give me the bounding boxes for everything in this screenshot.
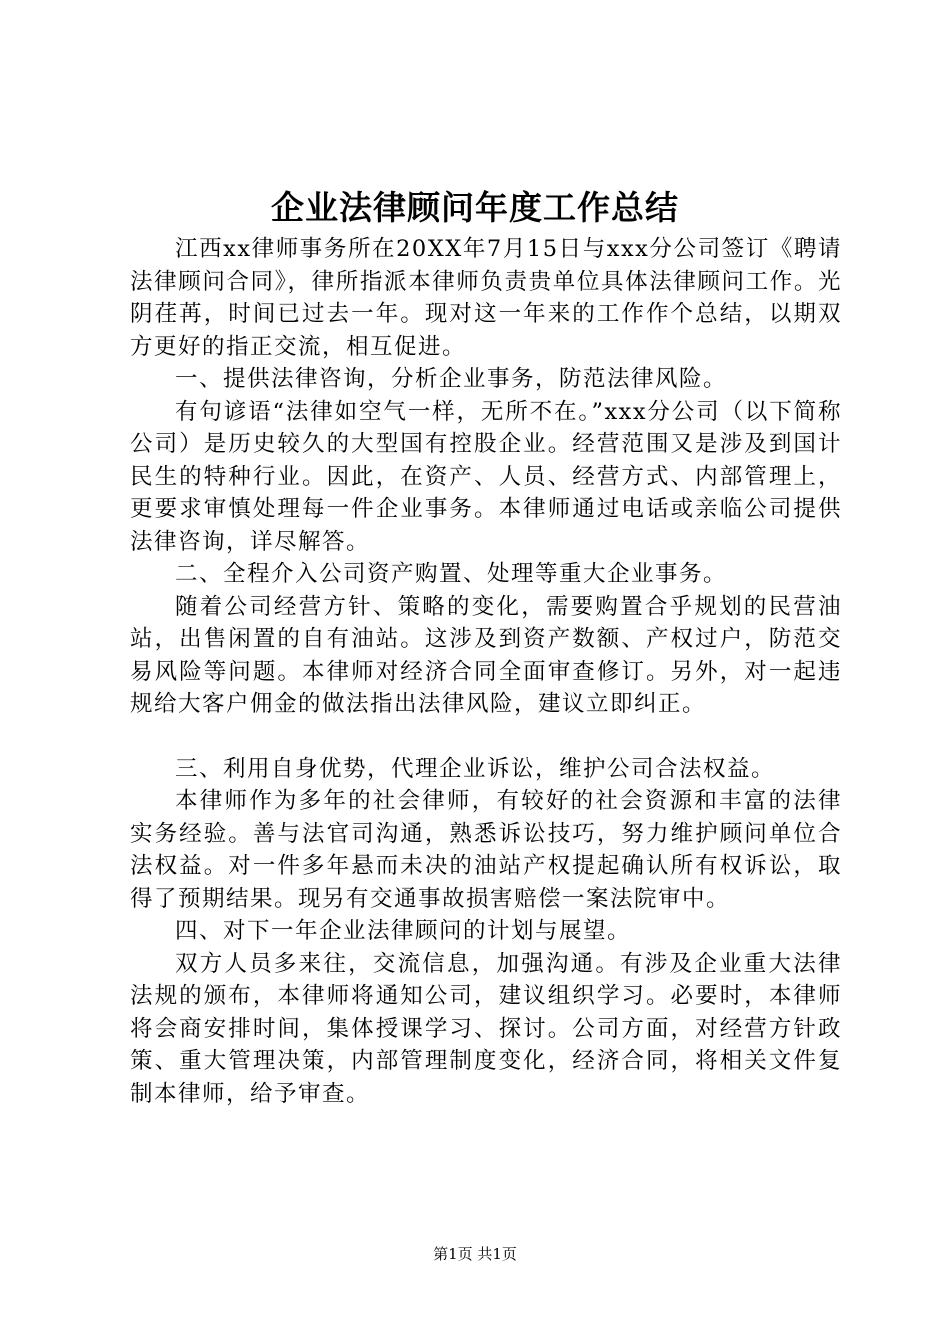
paragraph-section-4: 双方人员多来往，交流信息，加强沟通。有涉及企业重大法律法规的颁布，本律师将通知公司，建议组织学习。必要时，本律师将会商安排时间，集体授课学习、探讨。公司方面，对经营方针政策、重大管理决策，内部管理制度变化，经济合同，将相关文件复制本律师，给予审查。 — [130, 950, 842, 1107]
section-heading-1: 一、提供法律咨询，分析企业事务，防范法律风险。 — [175, 366, 728, 392]
section-heading-3: 三、利用自身优势，代理企业诉讼，维护公司合法权益。 — [175, 755, 776, 782]
paragraph-section-1: 有句谚语“法律如空气一样，无所不在。”xxx分公司（以下简称公司）是历史较久的大型国有控股企业。经营范围又是涉及到国计民生的特种行业。因此，在资产、人员、经营方式、内部管理上，更要求审慎处理每一件企业事务。本律师通过电话或亲临公司提供法律咨询，详尽解答。 — [130, 398, 842, 555]
paragraph-section-3: 本律师作为多年的社会律师，有较好的社会资源和丰富的法律实务经验。善与法官司沟通，熟悉诉讼技巧，努力维护顾问单位合法权益。对一件多年悬而未决的油站产权提起确认所有权诉讼，取得了预期结果。现另有交通事故损害赔偿一案法院审中。 — [130, 788, 842, 912]
section-heading-2: 二、全程介入公司资产购置、处理等重大企业事务。 — [175, 561, 728, 587]
section-heading-4: 四、对下一年企业法律顾问的计划与展望。 — [175, 918, 632, 944]
page-number-footer: 第1页 共1页 — [433, 1245, 517, 1263]
paragraph-intro: 江西xx律师事务所在20XX年7月15日与xxx分公司签订《聘请法律顾问合同》，律所指派本律师负责贵单位具体法律顾问工作。光阴荏苒，时间已过去一年。现对这一年来的工作作个总结，以期双方更好的指正交流，相互促进。 — [130, 236, 842, 360]
document-body — [130, 233, 842, 1110]
paragraph-section-2: 随着公司经营方针、策略的变化，需要购置合乎规划的民营油站，出售闲置的自有油站。这涉及到资产数额、产权过户，防范交易风险等问题。本律师对经济合同全面审查修订。另外，对一起违规给大客户佣金的做法指出法律风险，建议立即纠正。 — [130, 593, 842, 717]
document-title: 企业法律顾问年度工作总结 — [271, 188, 679, 227]
